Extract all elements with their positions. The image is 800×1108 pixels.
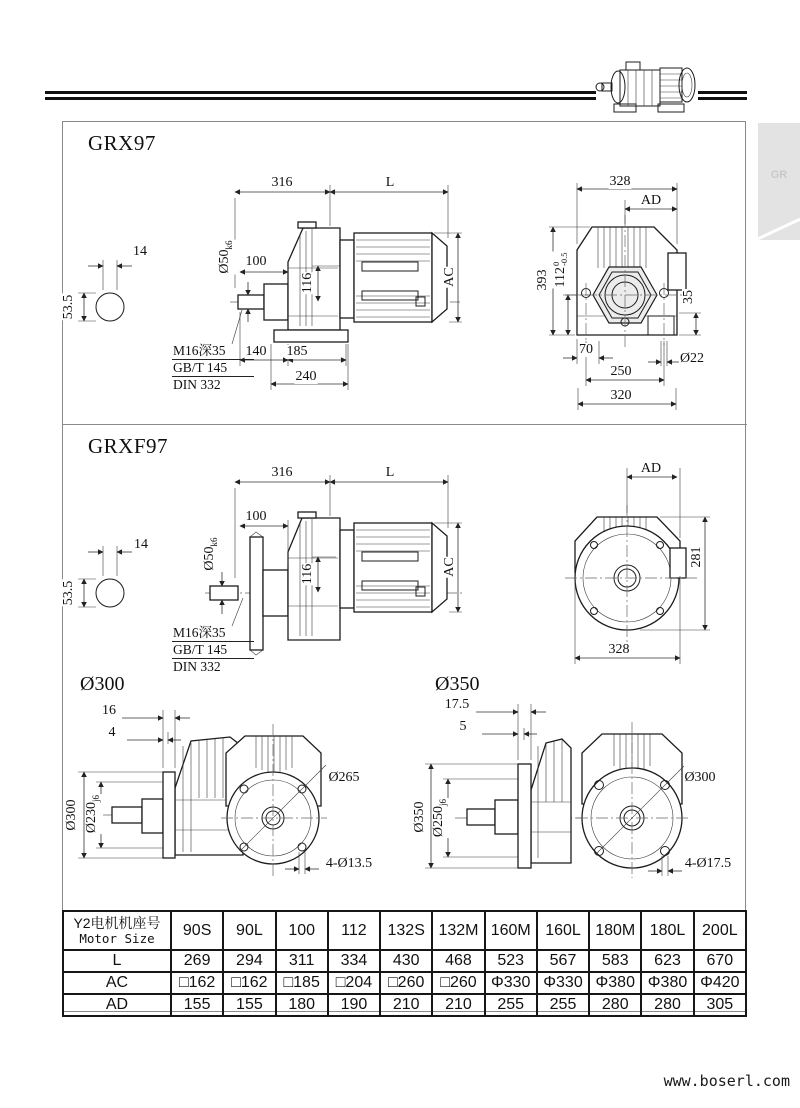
dim-116: 116: [300, 272, 315, 294]
table-cell: □185: [276, 972, 328, 994]
dim-53-5: 53.5: [61, 580, 76, 606]
dim-316: 316: [271, 175, 293, 190]
dim-AD: AD: [640, 461, 662, 476]
dim-dia350: Ø350: [412, 801, 427, 833]
col-header-90L: 90L: [223, 911, 275, 950]
note-gbt: GB/T 145: [172, 360, 254, 377]
dim-4: 4: [108, 725, 116, 740]
table-cell: Φ380: [641, 972, 693, 994]
table-cell: 155: [171, 994, 223, 1016]
table-cell: 583: [589, 950, 641, 972]
dim-holes-13-5: 4-Ø13.5: [325, 856, 373, 871]
dim-53-5: 53.5: [61, 294, 76, 320]
dim-112-tol: 112 0 -0.5: [551, 252, 569, 288]
table-cell: 468: [432, 950, 484, 972]
dim-shaft-dia: $Ø50_{k6}$: [202, 537, 219, 571]
table-cell: 255: [537, 994, 589, 1016]
table-cell: 623: [641, 950, 693, 972]
table-cell: □260: [432, 972, 484, 994]
table-cell: Φ380: [589, 972, 641, 994]
row-label-L: L: [63, 950, 171, 972]
dim-dia250j6: $Ø250_{j6}$: [431, 798, 448, 838]
table-cell: 269: [171, 950, 223, 972]
table-cell: 305: [694, 994, 746, 1016]
dim-100: 100: [245, 254, 267, 269]
table-row-AD: [63, 994, 746, 1016]
table-cell: 567: [537, 950, 589, 972]
dim-240: 240: [295, 369, 317, 384]
motor-size-table: [62, 910, 747, 1017]
row-label-AC: AC: [63, 972, 171, 994]
table-cell: 430: [380, 950, 432, 972]
table-cell: 670: [694, 950, 746, 972]
note-tap: M16深35: [172, 343, 254, 360]
dim-14: 14: [134, 537, 148, 552]
gearmotor-logo-illustration: [596, 56, 698, 118]
table-cell: □204: [328, 972, 380, 994]
col-header-160M: 160M: [485, 911, 537, 950]
col-header-132S: 132S: [380, 911, 432, 950]
website-url: www.boserl.com: [663, 1072, 790, 1090]
dim-dia300: Ø300: [64, 799, 79, 831]
chapter-tab-label: GR: [770, 169, 788, 181]
motor-size-label-en: Motor Size: [79, 931, 155, 946]
flange300-title: Ø300: [80, 673, 125, 695]
col-header-100: 100: [276, 911, 328, 950]
grx97-side-view: [78, 185, 462, 390]
note-tap: M16深35: [172, 625, 254, 642]
table-cell: □260: [380, 972, 432, 994]
table-cell: □162: [223, 972, 275, 994]
flange350-title: Ø350: [435, 673, 480, 695]
dim-shaft-dia: $Ø50_{k6}$: [217, 240, 234, 274]
dim-320: 320: [610, 388, 632, 403]
note-gbt: GB/T 145: [172, 642, 254, 659]
col-header-160L: 160L: [537, 911, 589, 950]
dim-AC: AC: [442, 557, 457, 577]
dim-328: 328: [608, 642, 630, 657]
note-din: DIN 332: [173, 659, 221, 674]
table-cell: 523: [485, 950, 537, 972]
dim-250: 250: [610, 364, 632, 379]
dim-L: L: [385, 175, 395, 190]
table-cell: Φ420: [694, 972, 746, 994]
dim-dia22: Ø22: [679, 351, 705, 366]
shaft-tap-notes: [172, 625, 254, 675]
table-cell: 155: [223, 994, 275, 1016]
table-row-L: [63, 950, 746, 972]
table-cell: 210: [380, 994, 432, 1016]
dim-5: 5: [459, 719, 467, 734]
dim-116: 116: [300, 563, 315, 585]
dim-16: 16: [102, 703, 116, 718]
dim-328: 328: [609, 174, 631, 189]
table-cell: 280: [641, 994, 693, 1016]
col-header-90S: 90S: [171, 911, 223, 950]
table-cell: Φ330: [537, 972, 589, 994]
col-header-132M: 132M: [432, 911, 484, 950]
grxf97-title: GRXF97: [88, 434, 169, 458]
table-row-AC: [63, 972, 746, 994]
dim-316: 316: [271, 465, 293, 480]
table-header-motor-size: [63, 911, 171, 950]
dim-AD: AD: [640, 193, 662, 208]
dim-393: 393: [535, 269, 550, 291]
col-header-112: 112: [328, 911, 380, 950]
dim-17-5: 17.5: [444, 697, 470, 712]
table-cell: 280: [589, 994, 641, 1016]
col-header-180M: 180M: [589, 911, 641, 950]
dim-100: 100: [245, 509, 267, 524]
dim-dia300-bc: Ø300: [684, 770, 716, 785]
note-din: DIN 332: [173, 377, 221, 392]
dim-14: 14: [133, 244, 147, 259]
dim-AC: AC: [442, 267, 457, 287]
flange350-front-view: [576, 722, 688, 878]
table-cell: 210: [432, 994, 484, 1016]
dim-holes-17-5: 4-Ø17.5: [684, 856, 732, 871]
dim-dia230j6: $Ø230_{j6}$: [84, 794, 101, 834]
table-cell: 294: [223, 950, 275, 972]
table-cell: Φ330: [485, 972, 537, 994]
dim-281: 281: [689, 546, 704, 568]
dim-185: 185: [286, 344, 308, 359]
dim-70: 70: [579, 342, 593, 357]
table-cell: □162: [171, 972, 223, 994]
dim-35: 35: [681, 290, 696, 304]
motor-size-label-cn: Y2电机机座号: [73, 915, 161, 931]
table-cell: 311: [276, 950, 328, 972]
grx97-title: GRX97: [88, 131, 156, 155]
dim-dia265: Ø265: [328, 770, 360, 785]
table-cell: 334: [328, 950, 380, 972]
row-label-AD: AD: [63, 994, 171, 1016]
dim-L: L: [385, 465, 395, 480]
col-header-200L: 200L: [694, 911, 746, 950]
table-cell: 180: [276, 994, 328, 1016]
grxf97-side-view: [78, 475, 462, 655]
table-cell: 190: [328, 994, 380, 1016]
shaft-tap-notes: [172, 343, 254, 393]
table-cell: 255: [485, 994, 537, 1016]
col-header-180L: 180L: [641, 911, 693, 950]
dim-140: 140: [245, 344, 267, 359]
